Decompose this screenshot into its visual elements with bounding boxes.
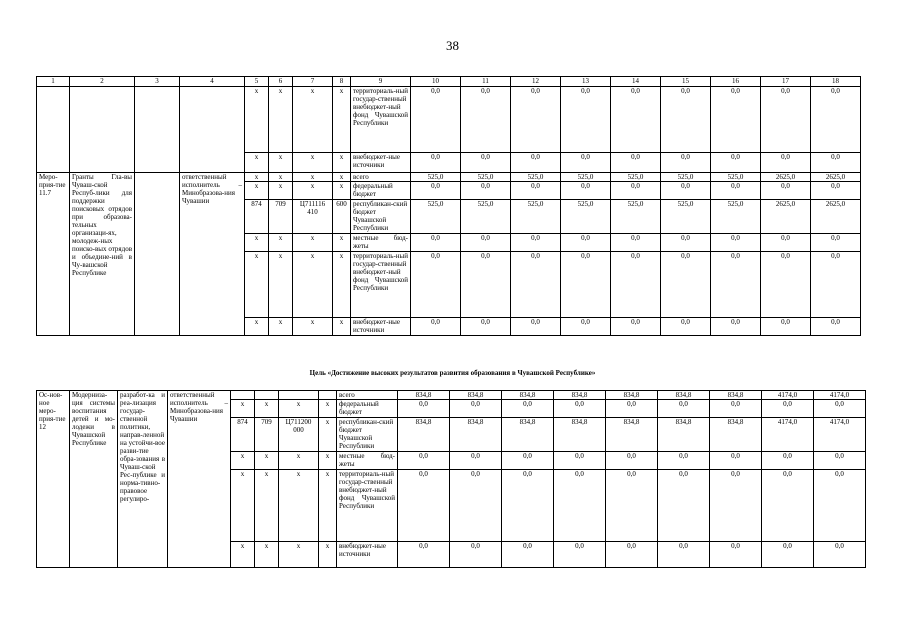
value-cell: 0,0 [561, 252, 611, 318]
value-cell: 0,0 [411, 153, 461, 173]
value-cell: 0,0 [811, 234, 861, 252]
value-cell: 0,0 [411, 252, 461, 318]
value-cell: 0,0 [814, 470, 866, 542]
page-number: 38 [446, 38, 459, 53]
value-cell: 0,0 [398, 400, 450, 418]
funding-source-cell: территориаль-ный государ-ственный внебюджет-ный фонд Чувашской Республики [337, 470, 398, 542]
code-cell: x [293, 173, 333, 182]
code-cell: x [279, 452, 319, 470]
value-cell: 0,0 [511, 182, 561, 200]
code-cell: x [319, 418, 337, 452]
value-cell: 0,0 [411, 318, 461, 336]
value-cell: 525,0 [461, 200, 511, 234]
measure-number-cell: Меро-прия-тие 11.7 [37, 173, 70, 336]
code-cell: x [245, 173, 269, 182]
column-number: 8 [333, 77, 351, 87]
code-cell: 874 [231, 418, 255, 452]
value-cell: 0,0 [710, 400, 762, 418]
code-cell: x [333, 252, 351, 318]
value-cell: 834,8 [502, 391, 554, 400]
value-cell: 0,0 [661, 182, 711, 200]
code-cell: x [293, 87, 333, 153]
value-cell: 0,0 [511, 87, 561, 153]
value-cell: 0,0 [761, 234, 811, 252]
value-cell: 0,0 [554, 470, 606, 542]
value-cell: 0,0 [611, 234, 661, 252]
value-cell: 525,0 [611, 200, 661, 234]
value-cell: 0,0 [761, 182, 811, 200]
value-cell: 4174,0 [762, 391, 814, 400]
value-cell: 834,8 [554, 418, 606, 452]
value-cell: 0,0 [554, 452, 606, 470]
code-cell [319, 391, 337, 400]
value-cell: 0,0 [611, 182, 661, 200]
value-cell: 0,0 [502, 452, 554, 470]
value-cell: 0,0 [450, 542, 502, 568]
value-cell: 0,0 [450, 452, 502, 470]
value-cell: 0,0 [611, 318, 661, 336]
code-cell: x [293, 153, 333, 173]
code-cell: x [293, 252, 333, 318]
value-cell: 0,0 [606, 400, 658, 418]
code-cell: x [231, 400, 255, 418]
value-cell: 0,0 [761, 87, 811, 153]
value-cell: 834,8 [502, 418, 554, 452]
code-cell: x [245, 252, 269, 318]
code-cell: x [269, 234, 293, 252]
value-cell: 0,0 [762, 400, 814, 418]
value-cell: 525,0 [511, 173, 561, 182]
funding-source-cell: территориаль-ный государ-ственный внебюджет-ный фонд Чувашской Республики [351, 87, 411, 153]
value-cell: 0,0 [461, 234, 511, 252]
value-cell: 0,0 [658, 400, 710, 418]
value-cell: 834,8 [710, 418, 762, 452]
value-cell: 0,0 [762, 542, 814, 568]
task-cell [135, 173, 180, 336]
value-cell: 0,0 [554, 400, 606, 418]
value-cell: 834,8 [710, 391, 762, 400]
value-cell: 0,0 [811, 182, 861, 200]
code-cell: 709 [269, 200, 293, 234]
column-number: 11 [461, 77, 511, 87]
value-cell: 0,0 [761, 318, 811, 336]
column-number: 1 [37, 77, 70, 87]
value-cell: 0,0 [561, 318, 611, 336]
column-number: 16 [711, 77, 761, 87]
code-cell: x [255, 452, 279, 470]
funding-source-cell: республикан-ский бюджет Чувашской Республики [351, 200, 411, 234]
funding-source-cell: федеральный бюджет [351, 182, 411, 200]
code-cell: x [333, 182, 351, 200]
value-cell: 0,0 [461, 318, 511, 336]
code-cell: x [293, 318, 333, 336]
column-number: 3 [135, 77, 180, 87]
value-cell: 0,0 [762, 452, 814, 470]
code-cell: 709 [255, 418, 279, 452]
column-number-row [37, 77, 861, 87]
funding-source-cell: всего [351, 173, 411, 182]
column-number: 6 [269, 77, 293, 87]
code-cell: x [269, 87, 293, 153]
measure-name-cell: Гранты Гла-вы Чуваш-ской Респуб-лики для поддержки поисковых отрядов при образова-тельных организаци-ях, молодеж-ных поиско-вых отрядов и объедине-ний в Чу-вашской Республике [70, 173, 135, 336]
value-cell: 0,0 [411, 234, 461, 252]
column-number: 15 [661, 77, 711, 87]
value-cell: 525,0 [511, 200, 561, 234]
table-row [37, 391, 866, 400]
funding-source-cell: федеральный бюджет [337, 400, 398, 418]
code-cell: x [333, 234, 351, 252]
value-cell: 0,0 [711, 318, 761, 336]
value-cell: 0,0 [711, 234, 761, 252]
value-cell: 525,0 [411, 173, 461, 182]
code-cell: x [245, 182, 269, 200]
value-cell: 0,0 [461, 153, 511, 173]
code-cell: x [255, 400, 279, 418]
funding-source-cell: внебюджет-ные источники [351, 318, 411, 336]
value-cell: 834,8 [450, 391, 502, 400]
value-cell: 0,0 [511, 318, 561, 336]
column-number: 9 [351, 77, 411, 87]
value-cell: 0,0 [606, 452, 658, 470]
executor-cell: ответственный исполнитель – Минобразова-ния Чувашии [180, 173, 245, 336]
value-cell: 525,0 [411, 200, 461, 234]
column-number: 2 [70, 77, 135, 87]
code-cell [255, 391, 279, 400]
value-cell: 4174,0 [814, 418, 866, 452]
empty-cell [70, 87, 135, 173]
value-cell: 0,0 [710, 470, 762, 542]
value-cell: 0,0 [561, 87, 611, 153]
code-cell: x [231, 452, 255, 470]
value-cell: 0,0 [811, 252, 861, 318]
column-number: 5 [245, 77, 269, 87]
value-cell: 0,0 [398, 470, 450, 542]
funding-source-cell: всего [337, 391, 398, 400]
value-cell: 0,0 [811, 153, 861, 173]
value-cell: 525,0 [711, 173, 761, 182]
code-cell: 874 [245, 200, 269, 234]
measure-number-cell: Ос-нов-ное меро-прия-тие 12 [37, 391, 70, 568]
value-cell: 0,0 [814, 452, 866, 470]
column-number: 17 [761, 77, 811, 87]
value-cell: 525,0 [711, 200, 761, 234]
column-number: 7 [293, 77, 333, 87]
value-cell: 0,0 [554, 542, 606, 568]
value-cell: 0,0 [561, 234, 611, 252]
value-cell: 834,8 [658, 418, 710, 452]
code-cell: x [269, 153, 293, 173]
value-cell: 525,0 [661, 200, 711, 234]
value-cell: 0,0 [461, 182, 511, 200]
value-cell: 0,0 [411, 182, 461, 200]
value-cell: 834,8 [398, 391, 450, 400]
value-cell: 0,0 [661, 252, 711, 318]
table-row [37, 173, 861, 182]
code-cell: x [293, 182, 333, 200]
budget-table-upper [36, 76, 861, 336]
column-number: 13 [561, 77, 611, 87]
funding-source-cell: республикан-ский бюджет Чувашской Республики [337, 418, 398, 452]
code-cell: Ц711116 410 [293, 200, 333, 234]
value-cell: 0,0 [661, 318, 711, 336]
value-cell: 525,0 [561, 173, 611, 182]
value-cell: 0,0 [411, 87, 461, 153]
code-cell: x [319, 542, 337, 568]
code-cell: x [245, 318, 269, 336]
code-cell: x [319, 470, 337, 542]
value-cell: 0,0 [711, 153, 761, 173]
value-cell: 834,8 [554, 391, 606, 400]
code-cell: x [245, 153, 269, 173]
code-cell: x [269, 182, 293, 200]
value-cell: 834,8 [398, 418, 450, 452]
value-cell: 0,0 [461, 252, 511, 318]
executor-cell: ответственный исполнитель – Минобразова-ния Чувашии [168, 391, 231, 568]
code-cell: x [279, 542, 319, 568]
code-cell: Ц711200 000 [279, 418, 319, 452]
task-cell: разработ-ка и реа-лизация государ-ственной политики, направ-ленной на устойчи-вое разви-тие обра-зования в Чуваш-ской Рес-публике и норма-тивно-правовое регулиро- [118, 391, 168, 568]
value-cell: 0,0 [611, 252, 661, 318]
code-cell: x [255, 542, 279, 568]
code-cell: x [269, 318, 293, 336]
code-cell: x [245, 87, 269, 153]
value-cell: 525,0 [461, 173, 511, 182]
value-cell: 0,0 [606, 470, 658, 542]
value-cell: 0,0 [502, 470, 554, 542]
value-cell: 834,8 [450, 418, 502, 452]
column-number: 14 [611, 77, 661, 87]
empty-cell [180, 87, 245, 173]
value-cell: 2625,0 [811, 200, 861, 234]
value-cell: 0,0 [710, 542, 762, 568]
column-number: 10 [411, 77, 461, 87]
value-cell: 0,0 [606, 542, 658, 568]
value-cell: 525,0 [661, 173, 711, 182]
value-cell: 0,0 [710, 452, 762, 470]
value-cell: 0,0 [811, 87, 861, 153]
value-cell: 2625,0 [761, 200, 811, 234]
code-cell: x [333, 153, 351, 173]
value-cell: 0,0 [450, 470, 502, 542]
column-number: 12 [511, 77, 561, 87]
code-cell: x [279, 470, 319, 542]
value-cell: 0,0 [611, 153, 661, 173]
funding-source-cell: внебюджет-ные источники [337, 542, 398, 568]
funding-source-cell: территориаль-ный государ-ственный внебюджет-ный фонд Чувашской Республики [351, 252, 411, 318]
value-cell: 0,0 [450, 400, 502, 418]
value-cell: 4174,0 [762, 418, 814, 452]
code-cell: x [319, 452, 337, 470]
value-cell: 0,0 [661, 153, 711, 173]
value-cell: 0,0 [502, 542, 554, 568]
value-cell: 0,0 [561, 153, 611, 173]
value-cell: 2625,0 [811, 173, 861, 182]
budget-table-lower [36, 390, 866, 568]
value-cell: 0,0 [711, 252, 761, 318]
value-cell: 0,0 [658, 452, 710, 470]
code-cell: 600 [333, 200, 351, 234]
code-cell: x [231, 470, 255, 542]
column-number: 18 [811, 77, 861, 87]
funding-source-cell: местные бюд-жеты [337, 452, 398, 470]
value-cell: 0,0 [711, 182, 761, 200]
value-cell: 0,0 [461, 87, 511, 153]
value-cell: 525,0 [561, 200, 611, 234]
value-cell: 0,0 [661, 234, 711, 252]
code-cell: x [231, 542, 255, 568]
value-cell: 525,0 [611, 173, 661, 182]
value-cell: 0,0 [658, 470, 710, 542]
value-cell: 834,8 [606, 418, 658, 452]
value-cell: 2625,0 [761, 173, 811, 182]
code-cell: x [333, 318, 351, 336]
code-cell: x [279, 400, 319, 418]
value-cell: 0,0 [761, 153, 811, 173]
code-cell: x [333, 173, 351, 182]
value-cell: 0,0 [761, 252, 811, 318]
value-cell: 0,0 [814, 400, 866, 418]
code-cell [231, 391, 255, 400]
funding-source-cell: внебюджет-ные источники [351, 153, 411, 173]
code-cell: x [293, 234, 333, 252]
empty-cell [135, 87, 180, 173]
value-cell: 0,0 [502, 400, 554, 418]
empty-cell [37, 87, 70, 173]
code-cell: x [319, 400, 337, 418]
value-cell: 0,0 [398, 452, 450, 470]
value-cell: 0,0 [611, 87, 661, 153]
table-row [37, 87, 861, 153]
code-cell: x [333, 87, 351, 153]
column-number: 4 [180, 77, 245, 87]
value-cell: 834,8 [606, 391, 658, 400]
value-cell: 0,0 [658, 542, 710, 568]
value-cell: 0,0 [398, 542, 450, 568]
value-cell: 0,0 [511, 153, 561, 173]
value-cell: 0,0 [811, 318, 861, 336]
value-cell: 834,8 [658, 391, 710, 400]
code-cell: x [255, 470, 279, 542]
value-cell: 0,0 [511, 252, 561, 318]
measure-name-cell: Модерниза-ция системы воспитания детей и мо-лодежи в Чувашской Республике [70, 391, 118, 568]
code-cell: x [269, 252, 293, 318]
funding-source-cell: местные бюд-жеты [351, 234, 411, 252]
value-cell: 0,0 [561, 182, 611, 200]
value-cell: 0,0 [762, 470, 814, 542]
goal-heading: Цель «Достижение высоких результатов развития образования в Чувашской Республике» [309, 369, 596, 377]
value-cell: 4174,0 [814, 391, 866, 400]
value-cell: 0,0 [814, 542, 866, 568]
code-cell: x [245, 234, 269, 252]
value-cell: 0,0 [711, 87, 761, 153]
code-cell: x [269, 173, 293, 182]
value-cell: 0,0 [511, 234, 561, 252]
value-cell: 0,0 [661, 87, 711, 153]
code-cell [279, 391, 319, 400]
